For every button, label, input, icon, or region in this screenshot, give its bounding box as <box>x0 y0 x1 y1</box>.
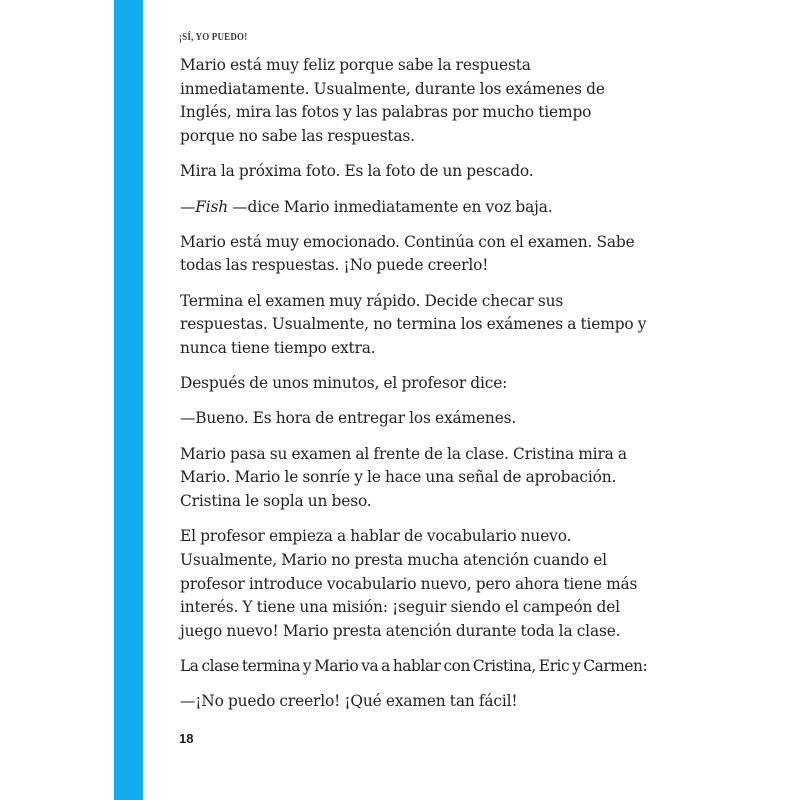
text-line: juego nuevo! Mario presta atención durante toda la clase. <box>180 622 621 641</box>
dialogue-paragraph <box>180 407 620 431</box>
text-line: interés. Y tiene una misión: ¡seguir siendo el campeón del <box>180 598 620 617</box>
text-line: Termina el examen muy rápido. Decide checar sus <box>180 291 564 310</box>
text-line: Después de unos minutos, el profesor dice: <box>180 374 508 393</box>
text-line: profesor introduce vocabulario nuevo, pero ahora tiene más <box>180 574 638 593</box>
text-line: Inglés, mira las fotos y las palabras por mucho tiempo <box>180 103 592 122</box>
text-line: Mario pasa su examen al frente de la clase. Cristina mira a <box>180 444 627 463</box>
dialogue-paragraph <box>180 690 620 714</box>
text-line: nunca tiene tiempo extra. <box>180 339 376 358</box>
text-line: La clase termina y Mario va a hablar con Cristina, Eric y Carmen: <box>180 657 648 676</box>
dialogue-rest: —dice Mario inmediatamente en voz baja. <box>228 197 553 216</box>
paragraph <box>180 54 620 149</box>
text-line: porque no sabe las respuestas. <box>180 127 415 146</box>
italic-word: Fish <box>195 197 229 216</box>
paragraph <box>180 443 627 514</box>
text-line: todas las respuestas. ¡No puede creerlo! <box>180 256 489 275</box>
text-line: Mario está muy feliz porque sabe la respuesta <box>180 56 531 74</box>
text-line: respuestas. Usualmente, no termina los exámenes a tiempo y <box>180 315 647 334</box>
text-line: Mira la próxima foto. Es la foto de un pescado. <box>180 162 534 181</box>
text-line: —¡No puedo creerlo! ¡Qué examen tan fácil! <box>180 692 518 711</box>
text-line: —Bueno. Es hora de entregar los exámenes. <box>180 409 517 428</box>
body-text <box>180 54 648 726</box>
dialogue-dash: — <box>180 197 196 216</box>
dialogue-paragraph <box>180 196 620 220</box>
paragraph <box>180 290 647 361</box>
paragraph <box>180 525 638 644</box>
text-line: inmediatamente. Usualmente, durante los exámenes de <box>180 79 605 98</box>
text-line: Usualmente, Mario no presta mucha atención cuando el <box>180 550 607 569</box>
text-line <box>180 196 620 220</box>
paragraph <box>180 655 648 679</box>
text-line: El profesor empieza a hablar de vocabulario nuevo. <box>180 527 572 546</box>
text-line: Cristina le sopla un beso. <box>180 492 372 511</box>
paragraph <box>180 231 635 278</box>
page-number: 18 <box>179 731 194 746</box>
text-line: Mario. Mario le sonríe y le hace una señal de aprobación. <box>180 468 617 487</box>
accent-side-bar <box>114 0 143 800</box>
text-line: Mario está muy emocionado. Continúa con el examen. Sabe <box>180 232 635 251</box>
running-head: ¡SÍ, YO PUEDO! <box>179 31 248 43</box>
paragraph <box>180 372 620 396</box>
paragraph <box>180 160 620 184</box>
